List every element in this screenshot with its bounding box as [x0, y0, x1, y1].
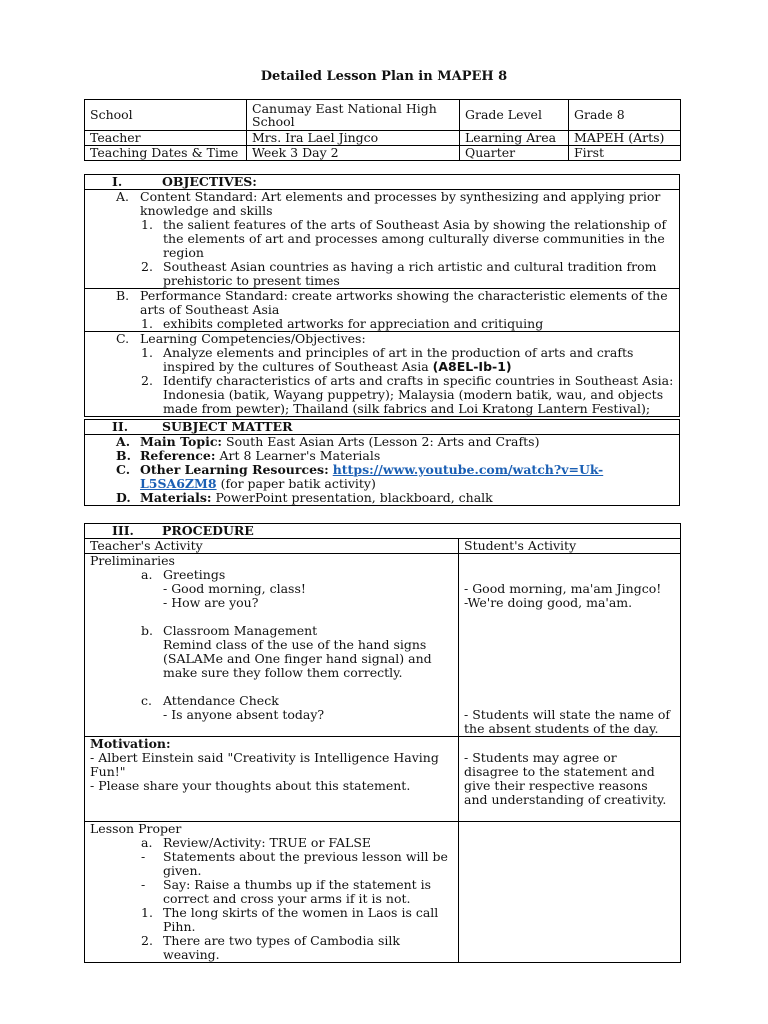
content-standard-item-1: 1. the salient features of the arts of Southeast Asia by showing the relationship of the elements of art and processes among culturally diverse communities in the region: [141, 217, 667, 260]
content-standard: A. Content Standard: Art elements and processes by synthesizing and applying prior knowledge and skills: [116, 189, 661, 218]
teacher-value: Mrs. Ira Lael Jingco: [247, 131, 460, 146]
preliminaries-label: Preliminaries: [90, 553, 175, 568]
info-row-teacher: [85, 131, 681, 146]
student-greeting-1: - Good morning, ma'am Jingco!: [464, 581, 662, 596]
motivation-cell: [85, 737, 459, 822]
info-table: [84, 99, 681, 161]
content-standard-item-2: 2. Southeast Asian countries as having a rich artistic and cultural tradition from prehistoric to present times: [141, 259, 657, 288]
subject-body: [85, 435, 680, 506]
competency-code: (A8EL-Ib-1): [432, 359, 512, 374]
quarter-value: First: [569, 146, 681, 161]
motivation-label: Motivation:: [90, 736, 171, 751]
attendance-check: c. Attendance Check: [141, 693, 279, 708]
lesson-proper-label: Lesson Proper: [90, 821, 182, 836]
classroom-management-body: Remind class of the use of the hand signs (SALAMe and One finger hand signal) and make sure they follow them correctly.: [163, 637, 432, 680]
other-resources: C. Other Learning Resources: https://www.youtube.com/watch?v=Uk-L5SA6ZM8 (for paper batik activity): [116, 462, 604, 491]
document-title: Detailed Lesson Plan in MAPEH 8: [260, 69, 508, 84]
content-standard-cell: [85, 190, 680, 289]
competency-item-1: 1. Analyze elements and principles of art in the production of arts and crafts inspired by the cultures of Southeast Asia (A8EL-Ib-1): [141, 345, 634, 374]
dates-label: Teaching Dates & Time: [85, 146, 247, 161]
review-statement-1: 1. The long skirts of the women in Laos is call Pihn.: [141, 905, 439, 934]
procedure-header: III. PROCEDURE: [85, 524, 681, 539]
teacher-column-header: Teacher's Activity: [85, 539, 459, 554]
greeting-line-1: - Good morning, class!: [163, 581, 306, 596]
performance-standard-cell: [85, 289, 680, 332]
student-column-header: Student's Activity: [459, 539, 681, 554]
school-value: Canumay East National High School: [247, 100, 460, 131]
competencies: C. Learning Competencies/Objectives:: [116, 331, 366, 346]
motivation-student-cell: [459, 737, 681, 822]
quarter-label: Quarter: [460, 146, 569, 161]
info-row-school: [85, 100, 681, 131]
school-label: School: [85, 100, 247, 131]
preliminaries-student-cell: [459, 554, 681, 737]
info-row-dates: [85, 146, 681, 161]
subject-matter-table: [84, 419, 680, 506]
attendance-line-1: - Is anyone absent today?: [163, 707, 325, 722]
dates-value: Week 3 Day 2: [247, 146, 460, 161]
grade-label: Grade Level: [460, 100, 569, 131]
preliminaries-cell: [85, 554, 459, 737]
lesson-proper-cell: [85, 822, 459, 963]
objectives-heading: OBJECTIVES:: [162, 174, 257, 189]
grade-value: Grade 8: [569, 100, 681, 131]
subject-heading: SUBJECT MATTER: [162, 419, 293, 434]
performance-standard: B. Performance Standard: create artworks showing the characteristic elements of the arts of Southeast Asia: [116, 288, 668, 317]
reference: B. Reference: Art 8 Learner's Materials: [116, 448, 381, 463]
review-step-2: - Say: Raise a thumbs up if the statement is correct and cross your arms if it is not.: [141, 877, 432, 906]
subject-header: II. SUBJECT MATTER: [85, 420, 680, 435]
objectives-table: [84, 174, 680, 417]
motivation-line-2: - Please share your thoughts about this statement.: [90, 778, 411, 793]
area-label: Learning Area: [460, 131, 569, 146]
greeting-line-2: - How are you?: [163, 595, 259, 610]
youtube-link[interactable]: https://www.youtube.com/watch?v=Uk-L5SA6ZM8: [140, 462, 604, 491]
teacher-label: Teacher: [85, 131, 247, 146]
competencies-cell: [85, 332, 680, 417]
content-standard-text: Content Standard: Art elements and processes by synthesizing and applying prior knowledge and skills: [140, 189, 661, 218]
area-value: MAPEH (Arts): [569, 131, 681, 146]
procedure-table: [84, 523, 681, 963]
student-absent-response: - Students will state the name of the absent students of the day.: [464, 707, 670, 736]
greetings: a. Greetings: [141, 567, 226, 582]
motivation-line-1: - Albert Einstein said "Creativity is Intelligence Having Fun!": [90, 750, 439, 779]
review-step-1: - Statements about the previous lesson will be given.: [141, 849, 448, 878]
main-topic: A. Main Topic: South East Asian Arts (Lesson 2: Arts and Crafts): [116, 434, 540, 449]
review-statement-2: 2. There are two types of Cambodia silk weaving.: [141, 933, 400, 962]
procedure-heading: PROCEDURE: [162, 523, 254, 538]
materials: D. Materials: PowerPoint presentation, blackboard, chalk: [116, 490, 493, 505]
classroom-management: b. Classroom Management: [141, 623, 318, 638]
competency-item-2: 2. Identify characteristics of arts and crafts in specific countries in Southeast Asia: Indonesia (batik, Wayang puppetry); Malaysia (modern batik, wau, and objects made from pewter); Thailand (silk fabrics and Loi Kratong Lantern Festival);: [141, 373, 674, 416]
student-motivation-response: - Students may agree or disagree to the statement and give their respective reasons and understanding of creativity.: [464, 750, 667, 807]
performance-standard-item-1: 1. exhibits completed artworks for appreciation and critiquing: [141, 316, 544, 331]
objectives-num: I.: [112, 174, 123, 189]
review-activity: a. Review/Activity: TRUE or FALSE: [141, 835, 372, 850]
lesson-proper-student-cell: [459, 822, 681, 963]
student-greeting-2: -We're doing good, ma'am.: [464, 595, 633, 610]
objectives-header: [85, 175, 680, 190]
